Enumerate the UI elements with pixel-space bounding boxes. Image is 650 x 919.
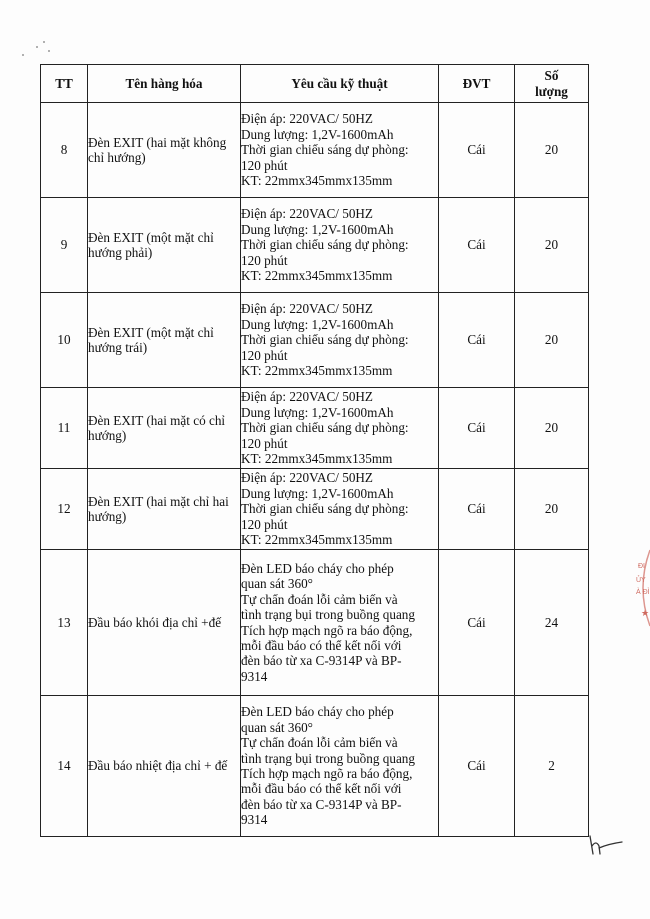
table-row [41,198,589,293]
scan-speck [43,41,45,43]
spec-line: Điện áp: 220VAC/ 50HZ [241,301,373,317]
spec-line: Điện áp: 220VAC/ 50HZ [241,470,373,486]
spec-line: đèn báo từ xa C-9314P và BP- [241,653,402,669]
item-quantity: 20 [515,469,589,550]
spec-line: KT: 22mmx345mmx135mm [241,451,393,467]
item-name: Đèn EXIT (hai mặt không chỉ hướng) [88,103,241,198]
row-number: 12 [41,469,88,550]
row-number: 11 [41,388,88,469]
header-qty-line2: lượng [535,83,568,99]
spec-line: Điện áp: 220VAC/ 50HZ [241,111,373,127]
item-spec [241,293,439,388]
table-header-row [41,65,589,103]
spec-line: Điện áp: 220VAC/ 50HZ [241,206,373,222]
spec-line: Tự chẩn đoán lỗi cảm biến và [241,591,398,607]
scan-speck [48,50,50,52]
svg-text:★: ★ [641,608,650,618]
item-spec [241,469,439,550]
table-row [41,388,589,469]
spec-line: Thời gian chiếu sáng dự phòng: [241,237,409,253]
item-unit: Cái [439,550,515,696]
table-row [41,696,589,837]
item-quantity: 24 [515,550,589,696]
item-unit: Cái [439,388,515,469]
header-spec: Yêu cầu kỹ thuật [241,65,439,103]
item-unit: Cái [439,198,515,293]
spec-line: đèn báo từ xa C-9314P và BP- [241,796,402,812]
row-number: 14 [41,696,88,837]
spec-line: Điện áp: 220VAC/ 50HZ [241,389,373,405]
stamp-fragment [632,548,650,630]
spec-line: Thời gian chiếu sáng dự phòng: [241,332,409,348]
spec-line: Đèn LED báo cháy cho phép [241,560,394,576]
spec-line: tình trạng bụi trong buồng quang [241,750,415,766]
svg-text:ĐI: ĐI [638,563,645,570]
item-unit: Cái [439,293,515,388]
handwritten-initial [586,832,626,858]
spec-line: 120 phút [241,435,288,451]
table-row [41,550,589,696]
scan-speck [36,46,38,48]
item-unit: Cái [439,103,515,198]
item-spec [241,696,439,837]
item-quantity: 20 [515,103,589,198]
item-quantity: 20 [515,388,589,469]
spec-line: Tự chẩn đoán lỗi cảm biến và [241,735,398,751]
spec-line: KT: 22mmx345mmx135mm [241,173,393,189]
item-name: Đầu báo nhiệt địa chỉ + đế [88,696,241,837]
item-name: Đầu báo khói địa chỉ +đế [88,550,241,696]
item-name: Đèn EXIT (một mặt chỉ hướng trái) [88,293,241,388]
item-spec [241,550,439,696]
spec-line: Thời gian chiếu sáng dự phòng: [241,142,409,158]
item-quantity: 2 [515,696,589,837]
equipment-spec-table [40,64,589,837]
spec-line: Dung lượng: 1,2V-1600mAh [241,316,394,332]
spec-line: mỗi đầu báo có thể kết nối với [241,781,402,797]
item-name: Đèn EXIT (hai mặt có chỉ hướng) [88,388,241,469]
header-name: Tên hàng hóa [88,65,241,103]
spec-line: Dung lượng: 1,2V-1600mAh [241,126,394,142]
red-stamp-edge [632,548,650,628]
spec-line: Tích hợp mạch ngõ ra báo động, [241,766,413,781]
spec-line: 9314 [241,812,268,828]
spec-line: quan sát 360° [241,576,313,592]
item-unit: Cái [439,696,515,837]
item-spec [241,103,439,198]
scan-speck [22,54,24,56]
spec-line: mỗi đầu báo có thể kết nối với [241,637,402,653]
row-number: 8 [41,103,88,198]
header-unit: ĐVT [439,65,515,103]
item-spec [241,198,439,293]
table-row [41,293,589,388]
table-row [41,469,589,550]
spec-line: 120 phút [241,516,288,532]
spec-line: quan sát 360° [241,719,313,735]
header-tt: TT [41,65,88,103]
item-name: Đèn EXIT (hai mặt chỉ hai hướng) [88,469,241,550]
spec-line: Dung lượng: 1,2V-1600mAh [241,485,394,501]
header-qty [515,65,589,103]
spec-line: Thời gian chiếu sáng dự phòng: [241,501,409,517]
spec-line: tình trạng bụi trong buồng quang [241,607,415,623]
table-row [41,103,589,198]
spec-line: Dung lượng: 1,2V-1600mAh [241,404,394,420]
spec-line: Tích hợp mạch ngõ ra báo động, [241,622,413,638]
spec-line: KT: 22mmx345mmx135mm [241,363,393,379]
spec-line: 9314 [241,668,268,684]
item-unit: Cái [439,469,515,550]
svg-text:ỦY: ỦY [636,577,646,584]
item-quantity: 20 [515,293,589,388]
spec-line: KT: 22mmx345mmx135mm [241,268,393,284]
spec-line: 120 phút [241,347,288,363]
item-name: Đèn EXIT (một mặt chỉ hướng phải) [88,198,241,293]
row-number: 9 [41,198,88,293]
spec-line: KT: 22mmx345mmx135mm [241,532,393,548]
item-quantity: 20 [515,198,589,293]
svg-text:À ĐÌ: À ĐÌ [636,589,650,596]
row-number: 10 [41,293,88,388]
spec-line: Thời gian chiếu sáng dự phòng: [241,420,409,436]
header-qty-line1: Số [544,68,559,84]
spec-line: Dung lượng: 1,2V-1600mAh [241,221,394,237]
spec-line: Đèn LED báo cháy cho phép [241,704,394,720]
spec-line: 120 phút [241,157,288,173]
spec-line: 120 phút [241,252,288,268]
item-spec [241,388,439,469]
row-number: 13 [41,550,88,696]
